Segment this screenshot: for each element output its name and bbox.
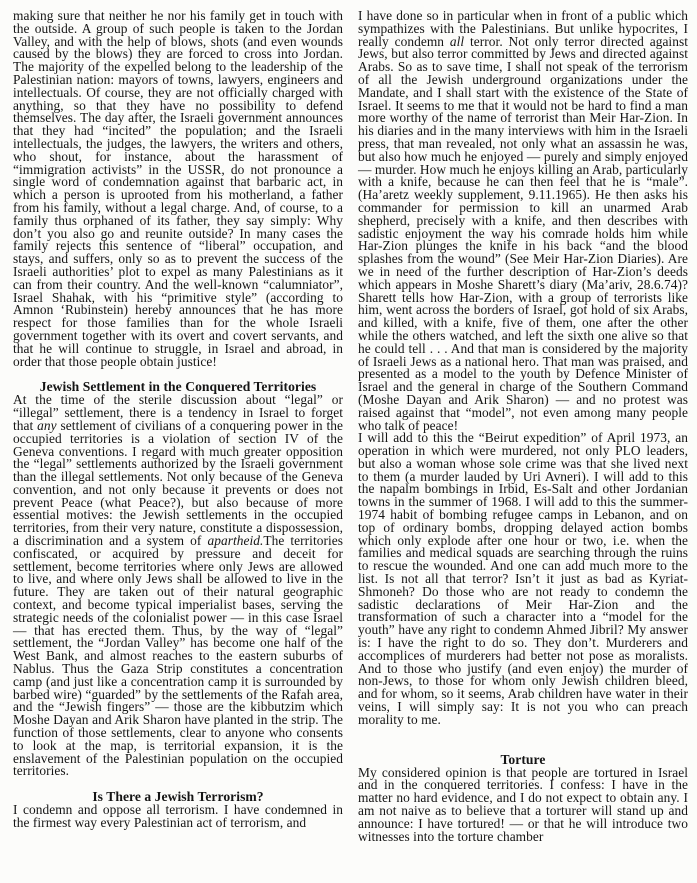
paragraph <box>13 804 343 830</box>
text-run: I condemn and oppose all terrorism. I have condemned in the firmest way every Palestinian act of terrorism, and <box>13 802 343 831</box>
italic-text-run: all <box>449 33 465 49</box>
text-run: I will add to this the “Beirut expedition” of April 1973, an operation in which were murdered, not only PLO leaders, but also a woman whose sole crime was that she lived next to them (a murder lauded by Uri Avneri). I will add to this the napalm bombings in Irbid, Es-Salt and other Jordanian towns in the summer of 1968. I will add to this the summer-1974 habit of bombing refugee camps in Lebanon, and on top of ordinary bombs, dropping delayed action bombs which only explode after one hour or two, i.e. when the families and medical squads are searching through the ruins to rescue the wounded. And one can add much more to the list. Is not all that terror? Isn’t it just as bad as Kyriat-Shmoneh? Do those who are not ready to condemn the sadistic declarations of Meir Har-Zion and the transformation of such a character into a “model for the youth” have any right to condemn Ahmed Jibril? My answer is: I have the right to do so. They don’t. Murderers and accomplices of murderers had better not pose as moralists. And to those who justify (and even enjoy) the murder of non-Jews, to those for whom only Jewish children bleed, and for whom, so it seems, Arab children have water in their veins, I will simply say: It is not you who can preach morality to me. <box>358 430 688 727</box>
text-run: settlement of civilians of a conquering power in the occupied territories is a violation of section IV of the Geneva conventions. I regard with much greater opposition the “legal” settlements authorized by the Israeli government than the illegal settlements. Not only because of the Geneva convention, and not only because it prevents or does not prevent Peace (what Peace?), but also because of more essential motives: the Jewish settlements in the occupied territories, from their very nature, constitute a dispossession, a discrimination and a system of <box>13 417 343 549</box>
paragraph <box>358 432 688 726</box>
text-run: At the time of the sterile discussion about “legal” or “illegal” settlement, there is a tendency in Israel to forget that <box>13 392 343 433</box>
text-run: making sure that neither he nor his family get in touch with the outside. A group of such people is taken to the Jordan Valley, and with the help of blows, shots (and even wounds caused by the blows) they are forced to cross into Jordan. The majority of the expelled belong to the leadership of the Palestinian nation: mayors of towns, lawyers, engineers and intellectuals. Of course, they are not officially charged with anything, so that they have no possibility to defend themselves. The day after, the Israeli government announces that they had “incited” the population; and the Israeli intellectuals, the judges, the lawyers, the writers and others, who shout, for instance, about the harassment of “immigration activists” in the USSR, do not pronounce a single word of condemnation against that barbaric act, in which a person is uprooted from his motherland, a father from his family, without a legal charge. And, of course, to a family thus orphaned of its father, they say simply: Why don’t you also go and reunite outside? In many cases the family rejects this sentence of “liberal” occupation, and stays, and suffers, only so as to prevent the success of the Israeli authorities’ plot to expel as many Palestinians as it can from their country. And the well-known “calumniator”, Israel Shahak, with his “primitive style” (according to Amnon ‘Rubinstein) hereby announces that he has more respect for those families than for the whole Israeli government together with its overt and covert servants, and that he will continue to struggle, in Israel and abroad, in order that those people obtain justice! <box>13 8 343 369</box>
italic-text-run: any <box>37 417 57 433</box>
section-heading: Torture <box>500 751 546 767</box>
text-run: I have done so in particular when in front of a public which sympathizes with the Palestinians. But unlike hypocrites, I really condemn <box>358 8 688 49</box>
italic-text-run: apartheid. <box>207 533 264 549</box>
paragraph <box>13 10 343 368</box>
paragraph <box>13 394 343 778</box>
column-left <box>13 10 343 883</box>
text-run: My considered opinion is that people are tortured in Israel and in the conquered territories. I confess: I have in the matter no hard evidence, and I do not expect to obtain any. I am not naive as to believe that a torturer will stand up and announce: I have tortured! — or that he will introduce two witnesses into the torture chamber <box>358 764 688 844</box>
paragraph <box>358 764 688 844</box>
section-heading: Jewish Settlement in the Conquered Territories <box>39 379 317 395</box>
text-run: terror. Not only terror directed against Jews, but also terror committed by Jews and directed against Arabs. So as to save time, I shall not speak of the terrorism of all the Jewish underground organizations under the Mandate, and I shall start with the existence of the State of Israel. It seems to me that it would not be hard to find a man more worthy of the name of terrorist than Meir Har-Zion. In his diaries and in the many interviews with him in the Israeli press, that man revealed, not only what an assassin he was, but also how much he enjoyed — purely and simply enjoyed — murder. How much he enjoys killing an Arab, particularly with a knife, because he can then feel that he is “male”. (Ha’aretz weekly supplement, 9.11.1965). He then asks his commander for permission to kill an unarmed Arab shepherd, precisely with a knife, and then describes with sadistic enjoyment the way his comrade holds him while Har-Zion plunges the knife in his back “and the blood splashes from the wound” (See Meir Har-Zion Diaries). Are we in need of the further description of Har-Zion’s deeds which appears in Moshe Sharett’s diary (Ma’ariv, 28.6.74)? Sharett tells how Har-Zion, with a group of terrorists like him, went across the borders of Israel, got hold of six Arabs, and killed, with a knife, five of them, one after the other while the others watched, and left the sixth one alive so that he could tell . . . And that man is considered by the majority of Israeli Jews as a national hero. That man was praised, and presented as a model to the youth by Defence Minister of Israel and the general in charge of the Southern Command (Moshe Dayan and Arik Sharon) — and no protest was raised against that “model”, not even among many people who talk of peace! <box>358 33 688 433</box>
paragraph <box>358 10 688 432</box>
section-heading: Is There a Jewish Terrorism? <box>92 789 264 805</box>
text-run: The territories confiscated, or acquired by pressure and deceit for settlement, become territories where only Jews are allowed to live, and where only Jews shall be allowed to live in the future. They are taken out of their natural geographic context, and become typical imperialist bases, serving the strategic needs of the colonialist power — in this case Israel — that has erected them. Thus, by the way of “legal” settlement, the “Jordan Valley” has become one half of the West Bank, and almost reaches to the eastern suburbs of Nablus. Thus the Gaza Strip constitutes a concentration camp (and just like a concentration camp it is surrounded by barbed wire) “guarded” by the settlements of the Rafah area, and the “Jewish fingers” — those are the kibbutzim which Moshe Dayan and Arik Sharon have planted in the strip. The function of those settlements, clear to anyone who consents to look at the map, is territorial expansion, it is the enslavement of the Palestinian population on the occupied territories. <box>13 533 343 779</box>
column-right <box>358 10 688 883</box>
